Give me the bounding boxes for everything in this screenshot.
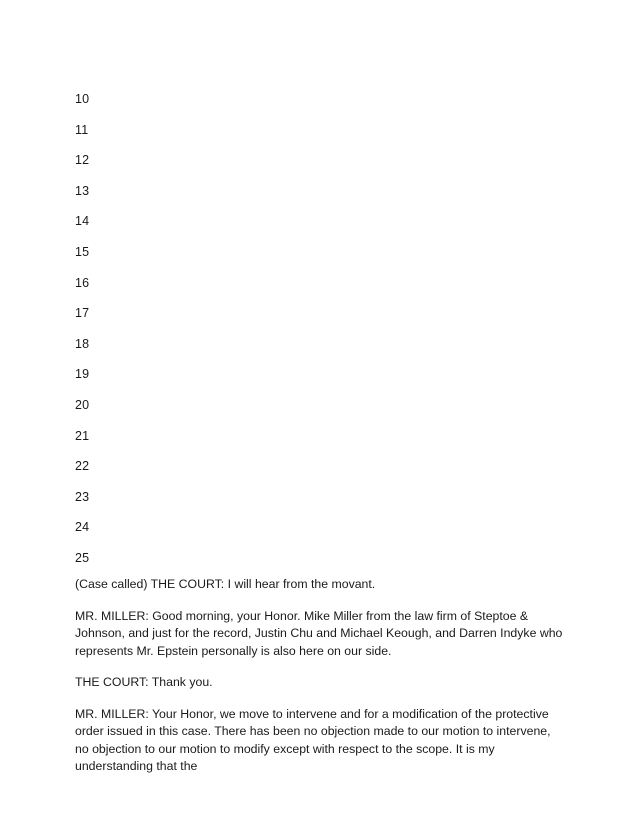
line-number: 18 [75,336,90,351]
line-number: 22 [75,459,90,474]
transcript-paragraph: (Case called) THE COURT: I will hear from the movant. [75,577,376,591]
line-number: 16 [75,275,90,290]
line-number: 12 [75,153,90,168]
transcript-paragraph: MR. MILLER: Good morning, your Honor. Mike Miller from the law firm of Steptoe & Johnson, and just for the record, Justin Chu and Michael Keough, and Darren Indyke who represents Mr. Epstein personally is also here on our side. [75,608,563,658]
line-number: 14 [75,214,90,229]
line-number: 21 [75,428,90,443]
transcript-body [75,576,565,790]
line-number: 23 [75,489,90,504]
line-number: 15 [75,244,90,259]
transcript-paragraph: MR. MILLER: Your Honor, we move to intervene and for a modification of the protective order issued in this case. There has been no objection made to our motion to intervene, no objection to our motion to modify except with respect to the scope. It is my understanding that the [75,706,551,773]
line-number: 11 [75,122,89,137]
line-number: 20 [75,397,90,412]
transcript-paragraph: THE COURT: Thank you. [75,675,213,689]
line-number: 13 [75,183,90,198]
line-number: 10 [75,92,90,106]
line-number: 19 [75,367,90,382]
line-number: 25 [75,550,90,565]
line-number: 24 [75,520,90,535]
line-number-column [75,90,89,580]
line-number: 17 [75,306,90,321]
